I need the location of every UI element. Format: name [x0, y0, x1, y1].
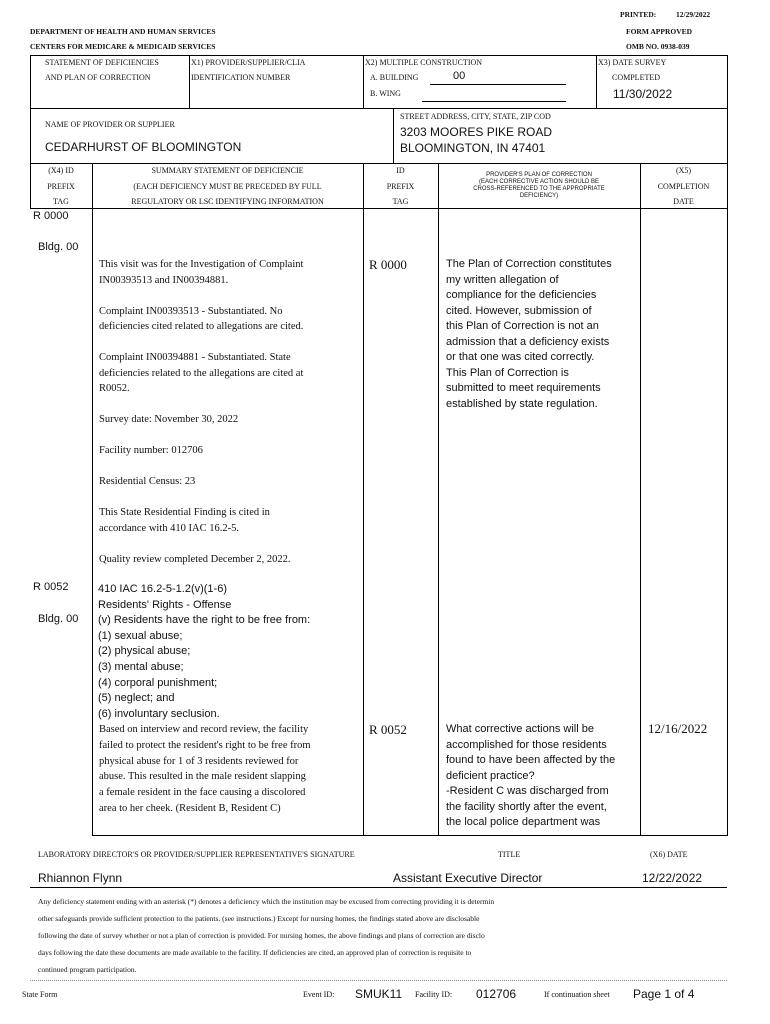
- finding-line: failed to protect the resident's right to be free from: [99, 739, 311, 751]
- building-r0052: Bldg. 00: [38, 613, 79, 625]
- poc-r0052: [446, 722, 615, 831]
- statement-label: STATEMENT OF DEFICIENCIES: [45, 58, 159, 67]
- summary-line: [99, 335, 303, 351]
- disclaimer-line: other safeguards provide sufficient protection to the patients. (see instructions.) Except for nursing homes, the findings stated above are disclosable: [38, 914, 480, 923]
- x1-divider: [189, 55, 190, 108]
- poc-line: established by state regulation.: [446, 397, 598, 410]
- signature-underline: [30, 887, 727, 888]
- poc-line: this Plan of Correction is not an: [446, 320, 599, 332]
- address-line-1: 3203 MOORES PIKE ROAD: [400, 125, 553, 139]
- summary-header-2: (EACH DEFICIENCY MUST BE PRECEDED BY FULL: [133, 182, 322, 191]
- building-underline: [430, 84, 566, 85]
- col-divider-3: [438, 163, 439, 836]
- provider-name-label: NAME OF PROVIDER OR SUPPLIER: [45, 120, 175, 129]
- facility-id-label: Facility ID:: [415, 990, 453, 999]
- signature-label: LABORATORY DIRECTOR'S OR PROVIDER/SUPPLIER REPRESENTATIVE'S SIGNATURE: [38, 850, 355, 859]
- building-r0000: Bldg. 00: [38, 241, 79, 253]
- table-bottom-line: [92, 835, 727, 836]
- signer-name: Rhiannon Flynn: [38, 871, 123, 885]
- poc-line: This Plan of Correction is: [446, 366, 569, 379]
- id-header-3: TAG: [392, 197, 409, 206]
- poc-header-3: CROSS-REFERENCED TO THE APPROPRIATE: [473, 186, 605, 192]
- poc-header-2: (EACH CORRECTIVE ACTION SHOULD BE: [478, 179, 600, 185]
- summary-line: Residential Census: 23: [99, 476, 196, 487]
- disclaimer-line: following the date of survey whether or not a plan of correction is provided. For nursing homes, the above findings and plans of correction are disclo: [38, 931, 485, 940]
- regulation-line: 410 IAC 16.2-5-1.2(v)(1-6): [98, 583, 227, 595]
- columns-header-divider: [30, 208, 727, 209]
- id-tag-r0000: R 0000: [369, 257, 407, 272]
- poc-line: -Resident C was discharged from: [446, 785, 609, 797]
- regulation-line: (6) involuntary seclusion.: [98, 707, 220, 720]
- event-id: SMUK11: [355, 987, 403, 1001]
- disclaimer-line: days following the date these documents are made available to the facility. If deficiencies are cited, an approved plan of correction is requisite to: [38, 948, 472, 957]
- x2-divider: [363, 55, 364, 108]
- department-name: DEPARTMENT OF HEALTH AND HUMAN SERVICES: [30, 27, 216, 36]
- wing-underline: [422, 101, 566, 102]
- summary-line: Complaint IN00394881 - Substantiated. State: [99, 352, 291, 363]
- signature-date: 12/22/2022: [642, 871, 703, 885]
- col-divider-2: [363, 163, 364, 836]
- finding-line: a female resident in the face causing a discolored: [99, 787, 306, 799]
- summary-line: [99, 428, 303, 444]
- summary-line: [99, 490, 303, 506]
- x5-header-3: DATE: [673, 197, 694, 206]
- x1-label: X1) PROVIDER/SUPPLIER/CLIA: [191, 58, 306, 67]
- form-approved: FORM APPROVED: [626, 27, 693, 36]
- poc-header-1: PROVIDER'S PLAN OF CORRECTION: [486, 172, 592, 178]
- finding-line: physical abuse for 1 of 3 residents reviewed for: [99, 755, 299, 767]
- tag-r0000: R 0000: [33, 210, 69, 222]
- identification-label: IDENTIFICATION NUMBER: [191, 73, 291, 82]
- poc-line: my written allegation of: [446, 273, 559, 286]
- poc-header: [438, 172, 640, 200]
- regulation-line: Residents' Rights - Offense: [98, 598, 232, 611]
- provider-name: CEDARHURST OF BLOOMINGTON: [45, 140, 242, 154]
- regulation-line: (1) sexual abuse;: [98, 629, 183, 642]
- regulation-line: (4) corporal punishment;: [98, 676, 218, 689]
- top-box-divider: [30, 108, 727, 109]
- poc-line: submitted to meet requirements: [446, 382, 601, 394]
- summary-line: Facility number: 012706: [99, 445, 203, 456]
- address-line-2: BLOOMINGTON, IN 47401: [400, 141, 546, 155]
- continuation-label: If continuation sheet: [544, 990, 610, 999]
- page-number: Page 1 of 4: [633, 987, 695, 1001]
- summary-line: deficiencies cited related to allegations are cited.: [99, 321, 304, 332]
- poc-header-4: DEFICIENCY): [519, 193, 559, 199]
- printed-date: 12/29/2022: [676, 10, 711, 19]
- x6-date-label: (X6) DATE: [650, 850, 688, 859]
- summary-line: [99, 459, 303, 475]
- finding-line: area to her cheek. (Resident B, Resident C): [99, 802, 281, 814]
- centers-name: CENTERS FOR MEDICARE & MEDICAID SERVICES: [30, 42, 216, 51]
- event-id-label: Event ID:: [303, 990, 335, 999]
- x3-label: X3) DATE SURVEY: [598, 58, 667, 67]
- summary-line: R0052.: [99, 383, 130, 394]
- regulation-r0052: [98, 582, 310, 722]
- tag-r0052: R 0052: [33, 581, 69, 593]
- x2-label: X2) MULTIPLE CONSTRUCTION: [365, 58, 483, 67]
- col-right-border: [727, 163, 728, 836]
- summary-line: Complaint IN00393513 - Substantiated. No: [99, 305, 283, 317]
- id-header-2: PREFIX: [386, 182, 415, 191]
- poc-line: the local police department was: [446, 816, 601, 828]
- address-label: STREET ADDRESS, CITY, STATE, ZIP COD: [400, 112, 551, 121]
- regulation-line: (v) Residents have the right to be free from:: [98, 614, 311, 627]
- facility-id: 012706: [476, 987, 517, 1001]
- poc-line: or that one was cited correctly.: [446, 351, 595, 363]
- regulation-line: (3) mental abuse;: [98, 660, 184, 673]
- disclaimer: [38, 893, 494, 978]
- poc-line: compliance for the deficiencies: [446, 289, 597, 301]
- poc-line: admission that a deficiency exists: [446, 335, 610, 348]
- poc-line: What corrective actions will be: [446, 723, 594, 735]
- building-value: 00: [453, 70, 466, 82]
- survey-completed-date: 11/30/2022: [613, 87, 673, 101]
- poc-line: The Plan of Correction constitutes: [446, 258, 612, 270]
- poc-line: the facility shortly after the event,: [446, 800, 607, 813]
- summary-line: accordance with 410 IAC 16.2-5.: [99, 522, 239, 534]
- printed-label: PRINTED:: [620, 10, 657, 19]
- building-label: A. BUILDING: [370, 73, 419, 82]
- omb-number: OMB NO. 0938-039: [626, 42, 690, 51]
- title-label: TITLE: [498, 850, 521, 859]
- x5-header-2: COMPLETION: [657, 182, 710, 191]
- finding-line: abuse. This resulted in the male resident slapping: [99, 771, 306, 783]
- address-divider: [393, 108, 394, 163]
- col-divider-4: [640, 163, 641, 836]
- x4-header-2: PREFIX: [47, 182, 75, 191]
- plan-of-correction-label: AND PLAN OF CORRECTION: [45, 73, 151, 82]
- disclaimer-line: continued program participation.: [38, 965, 137, 974]
- summary-line: Quality review completed December 2, 2022.: [99, 553, 291, 565]
- summary-line: deficiencies related to the allegations are cited at: [99, 367, 304, 379]
- footer-divider: [30, 980, 727, 981]
- summary-line: [99, 288, 303, 304]
- state-form-label: State Form: [22, 990, 58, 999]
- summary-line: IN00393513 and IN00394881.: [99, 274, 229, 286]
- finding-line: Based on interview and record review, the facility: [99, 724, 309, 735]
- regulation-line: (2) physical abuse;: [98, 645, 191, 658]
- summary-header-1: SUMMARY STATEMENT OF DEFICIENCIE: [151, 166, 304, 175]
- col-divider-1: [92, 163, 93, 836]
- completion-date-r0052: 12/16/2022: [648, 721, 708, 736]
- summary-line: [99, 536, 303, 552]
- summary-line: This State Residential Finding is cited in: [99, 507, 270, 518]
- finding-r0052: [99, 722, 311, 817]
- summary-line: Survey date: November 30, 2022: [99, 414, 239, 425]
- x3-divider: [596, 55, 597, 108]
- poc-line: accomplished for those residents: [446, 738, 607, 751]
- wing-label: B. WING: [370, 89, 401, 98]
- regulation-line: (5) neglect; and: [98, 692, 175, 705]
- summary-header-3: REGULATORY OR LSC IDENTIFYING INFORMATION: [131, 197, 324, 206]
- top-box-border: [30, 55, 727, 56]
- id-header-1: ID: [396, 166, 405, 175]
- x5-header-1: (X5): [675, 166, 692, 175]
- poc-line: deficient practice?: [446, 769, 535, 782]
- disclaimer-line: Any deficiency statement ending with an asterisk (*) denotes a deficiency which the institution may be excused from correcting providing it is determin: [38, 897, 495, 906]
- x4-header-3: TAG: [53, 197, 69, 206]
- summary-line: This visit was for the Investigation of Complaint: [99, 259, 304, 270]
- completed-label: COMPLETED: [612, 73, 660, 82]
- summary-line: [99, 397, 303, 413]
- provider-box-divider: [30, 163, 727, 164]
- poc-r0000: [446, 257, 612, 412]
- poc-line: found to have been affected by the: [446, 754, 616, 766]
- signer-title: Assistant Executive Director: [393, 871, 543, 885]
- poc-line: cited. However, submission of: [446, 304, 592, 317]
- summary-r0000: [99, 257, 303, 567]
- x4-header-1: (X4) ID: [48, 166, 74, 175]
- id-tag-r0052: R 0052: [369, 722, 407, 737]
